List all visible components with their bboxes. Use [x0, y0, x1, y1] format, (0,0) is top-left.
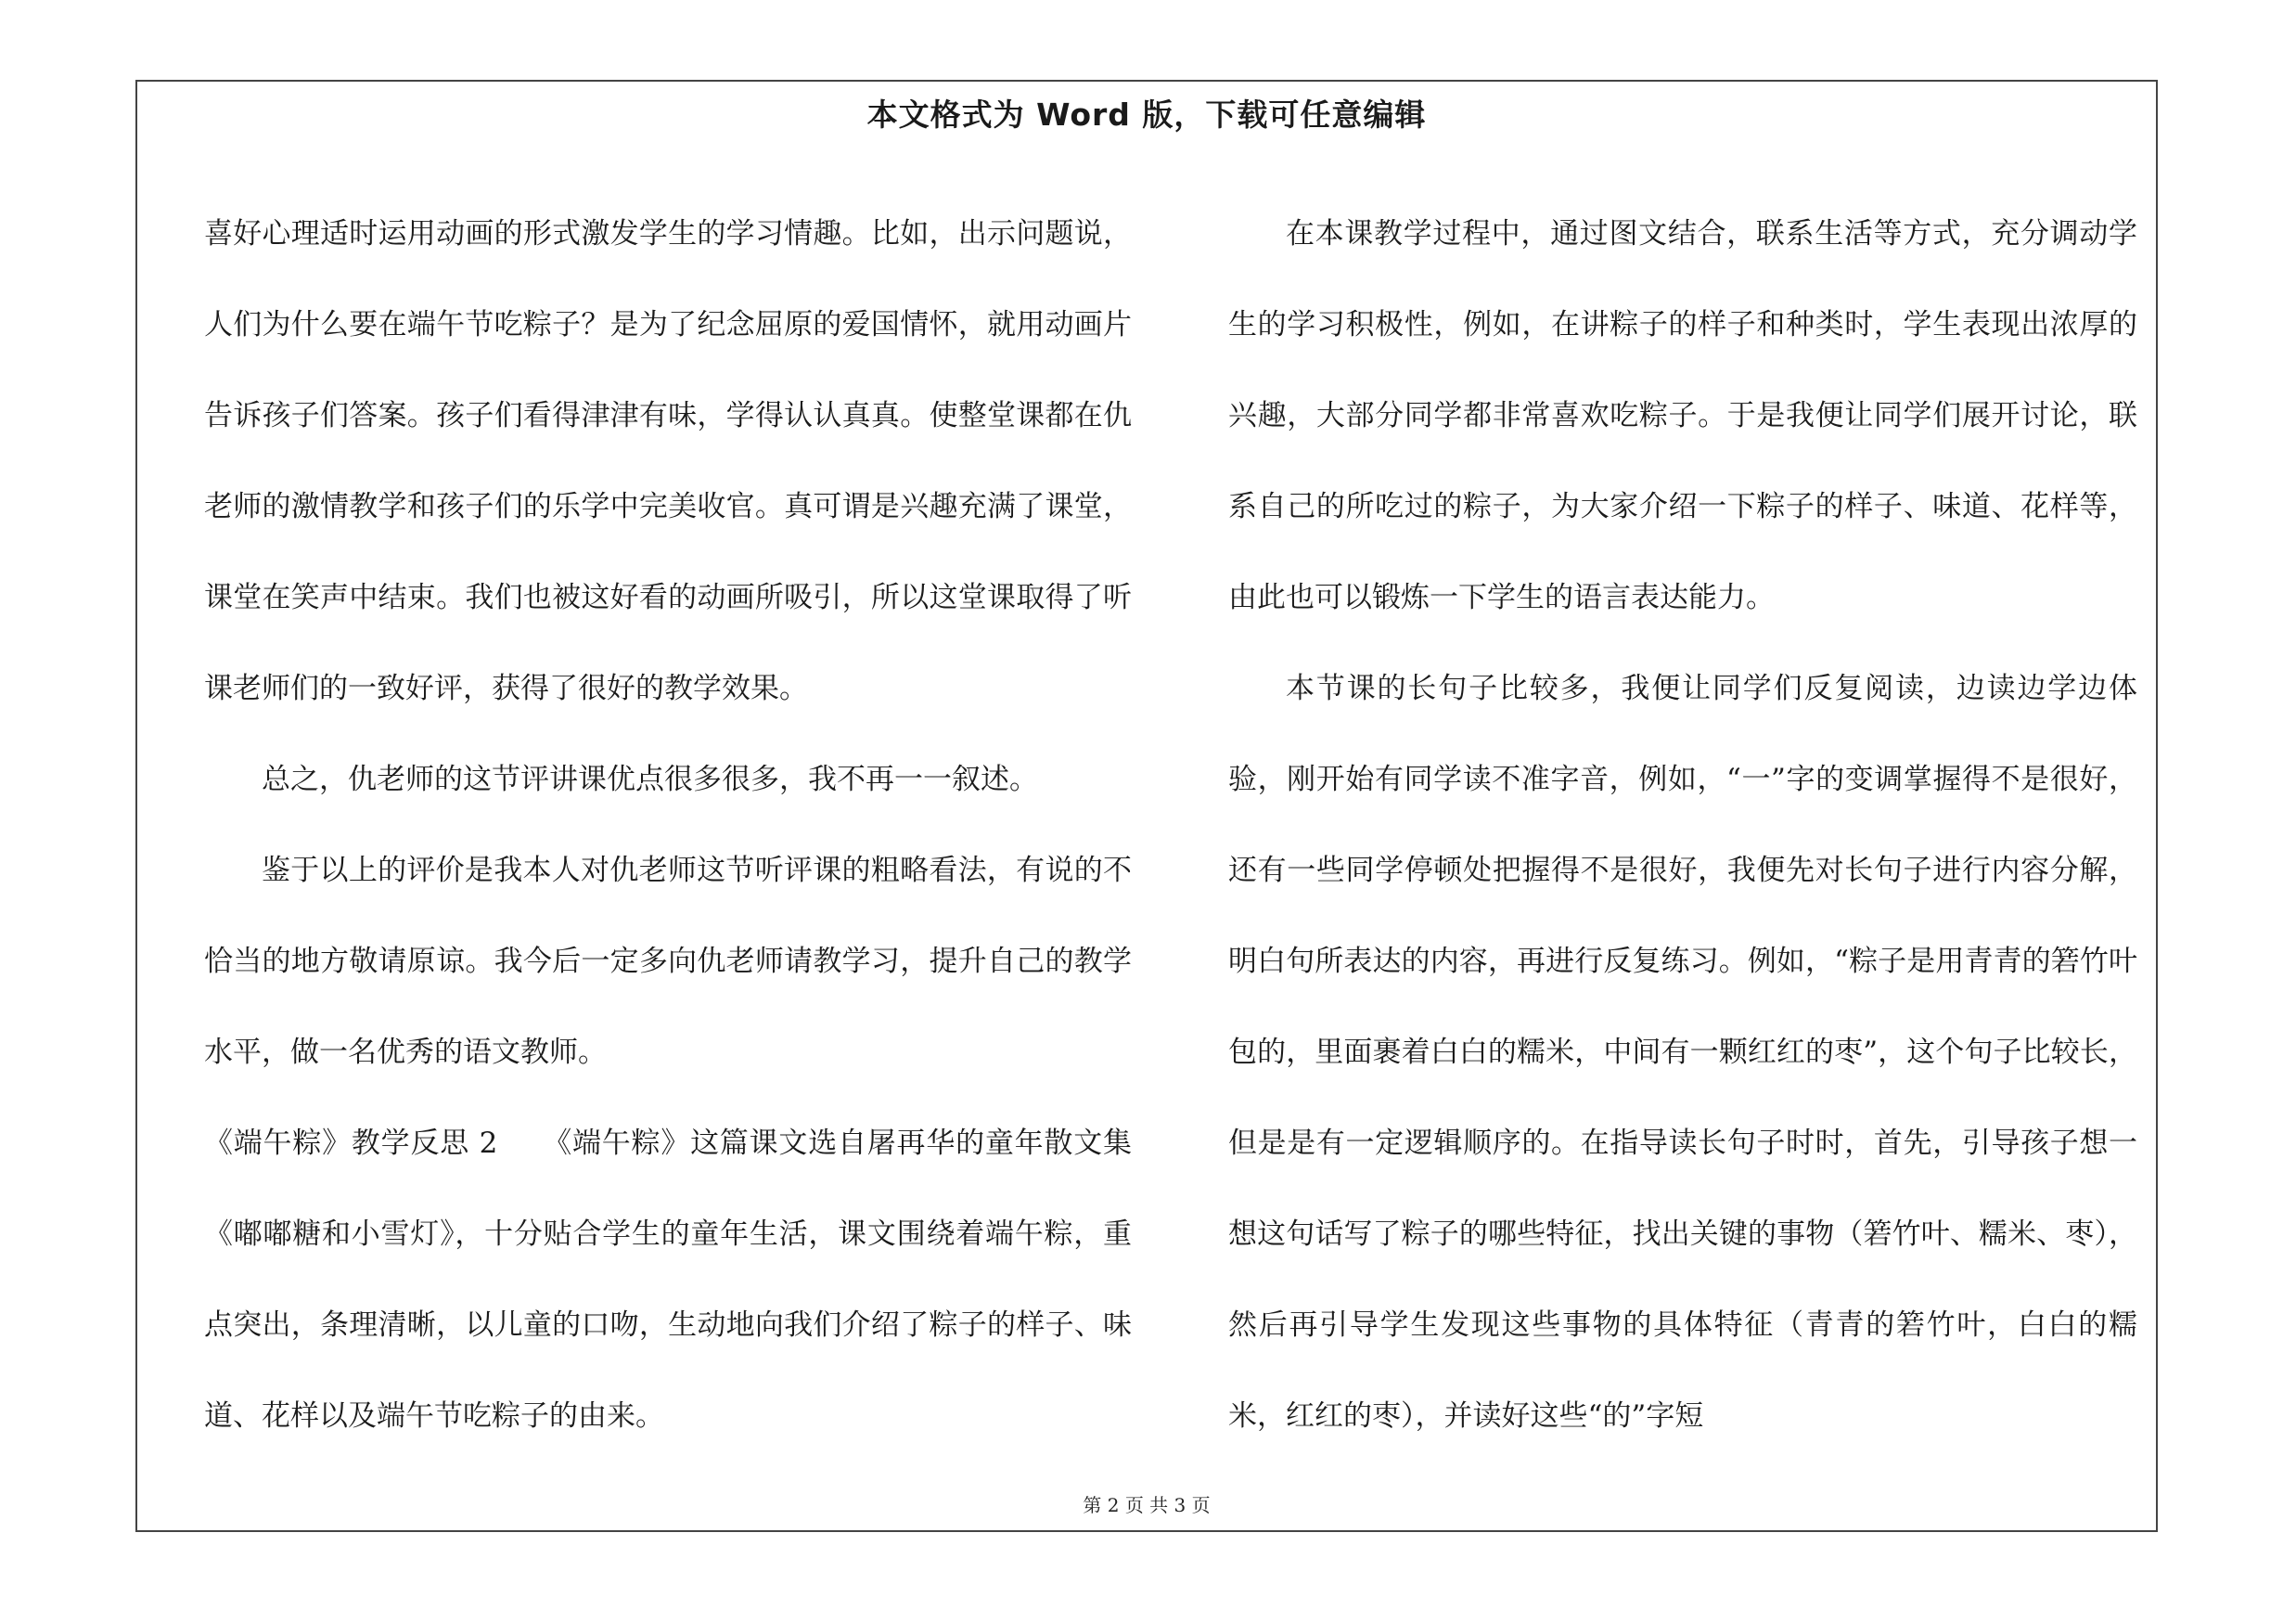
- left-column: [204, 188, 1132, 1462]
- paragraph-left-3: 鉴于以上的评价是我本人对仇老师这节听评课的粗略看法，有说的不恰当的地方敬请原谅。我今后一定多向仇老师请教学习，提升自己的教学水平，做一名优秀的语文教师。: [204, 854, 1132, 1069]
- paragraph-left-4: 《端午粽》教学反思 2 《端午粽》这篇课文选自屠再华的童年散文集《嘟嘟糖和小雪灯》，十分贴合学生的童年生活，课文围绕着端午粽，重点突出，条理清晰，以儿童的口吻，生动地向我们介绍了粽子的样子、味道、花样以及端午节吃粽子的由来。: [204, 1127, 1132, 1433]
- paragraph-right-1: 在本课教学过程中，通过图文结合，联系生活等方式，充分调动学生的学习积极性，例如，在讲粽子的样子和种类时，学生表现出浓厚的兴趣，大部分同学都非常喜欢吃粽子。于是我便让同学们展开讨论，联系自己的所吃过的粽子，为大家介绍一下粽子的样子、味道、花样等，由此也可以锻炼一下学生的语言表达能力。: [1228, 217, 2137, 614]
- page-frame: [135, 80, 2158, 1532]
- paragraph-right-2: 本节课的长句子比较多，我便让同学们反复阅读，边读边学边体验，刚开始有同学读不准字音，例如，“一”字的变调掌握得不是很好，还有一些同学停顿处把握得不是很好，我便先对长句子进行内容分解，明白句所表达的内容，再进行反复练习。例如，“粽子是用青青的箬竹叶包的，里面裹着白白的糯米，中间有一颗红红的枣”，这个句子比较长，但是是有一定逻辑顺序的。在指导读长句子时时，首先，引导孩子想一想这句话写了粽子的哪些特征，找出关键的事物（箬竹叶、糯米、枣），然后再引导学生发现这些事物的具体特征（青青的箬竹叶，白白的糯米，红红的枣），并读好这些“的”字短: [1228, 672, 2137, 1433]
- header-banner: 本文格式为 Word 版，下载可任意编辑: [866, 97, 1427, 133]
- paragraph-left-1: 喜好心理适时运用动画的形式激发学生的学习情趣。比如，出示问题说，人们为什么要在端午节吃粽子？是为了纪念屈原的爱国情怀，就用动画片告诉孩子们答案。孩子们看得津津有味，学得认认真真。使整堂课都在仇老师的激情教学和孩子们的乐学中完美收官。真可谓是兴趣充满了课堂，课堂在笑声中结束。我们也被这好看的动画所吸引，所以这堂课取得了听课老师们的一致好评，获得了很好的教学效果。: [204, 217, 1132, 705]
- paragraph-left-2: 总之，仇老师的这节评讲课优点很多很多，我不再一一叙述。: [262, 763, 1038, 796]
- right-column: [1228, 188, 2137, 1462]
- page-footer: 第 2 页 共 3 页: [1083, 1494, 1211, 1516]
